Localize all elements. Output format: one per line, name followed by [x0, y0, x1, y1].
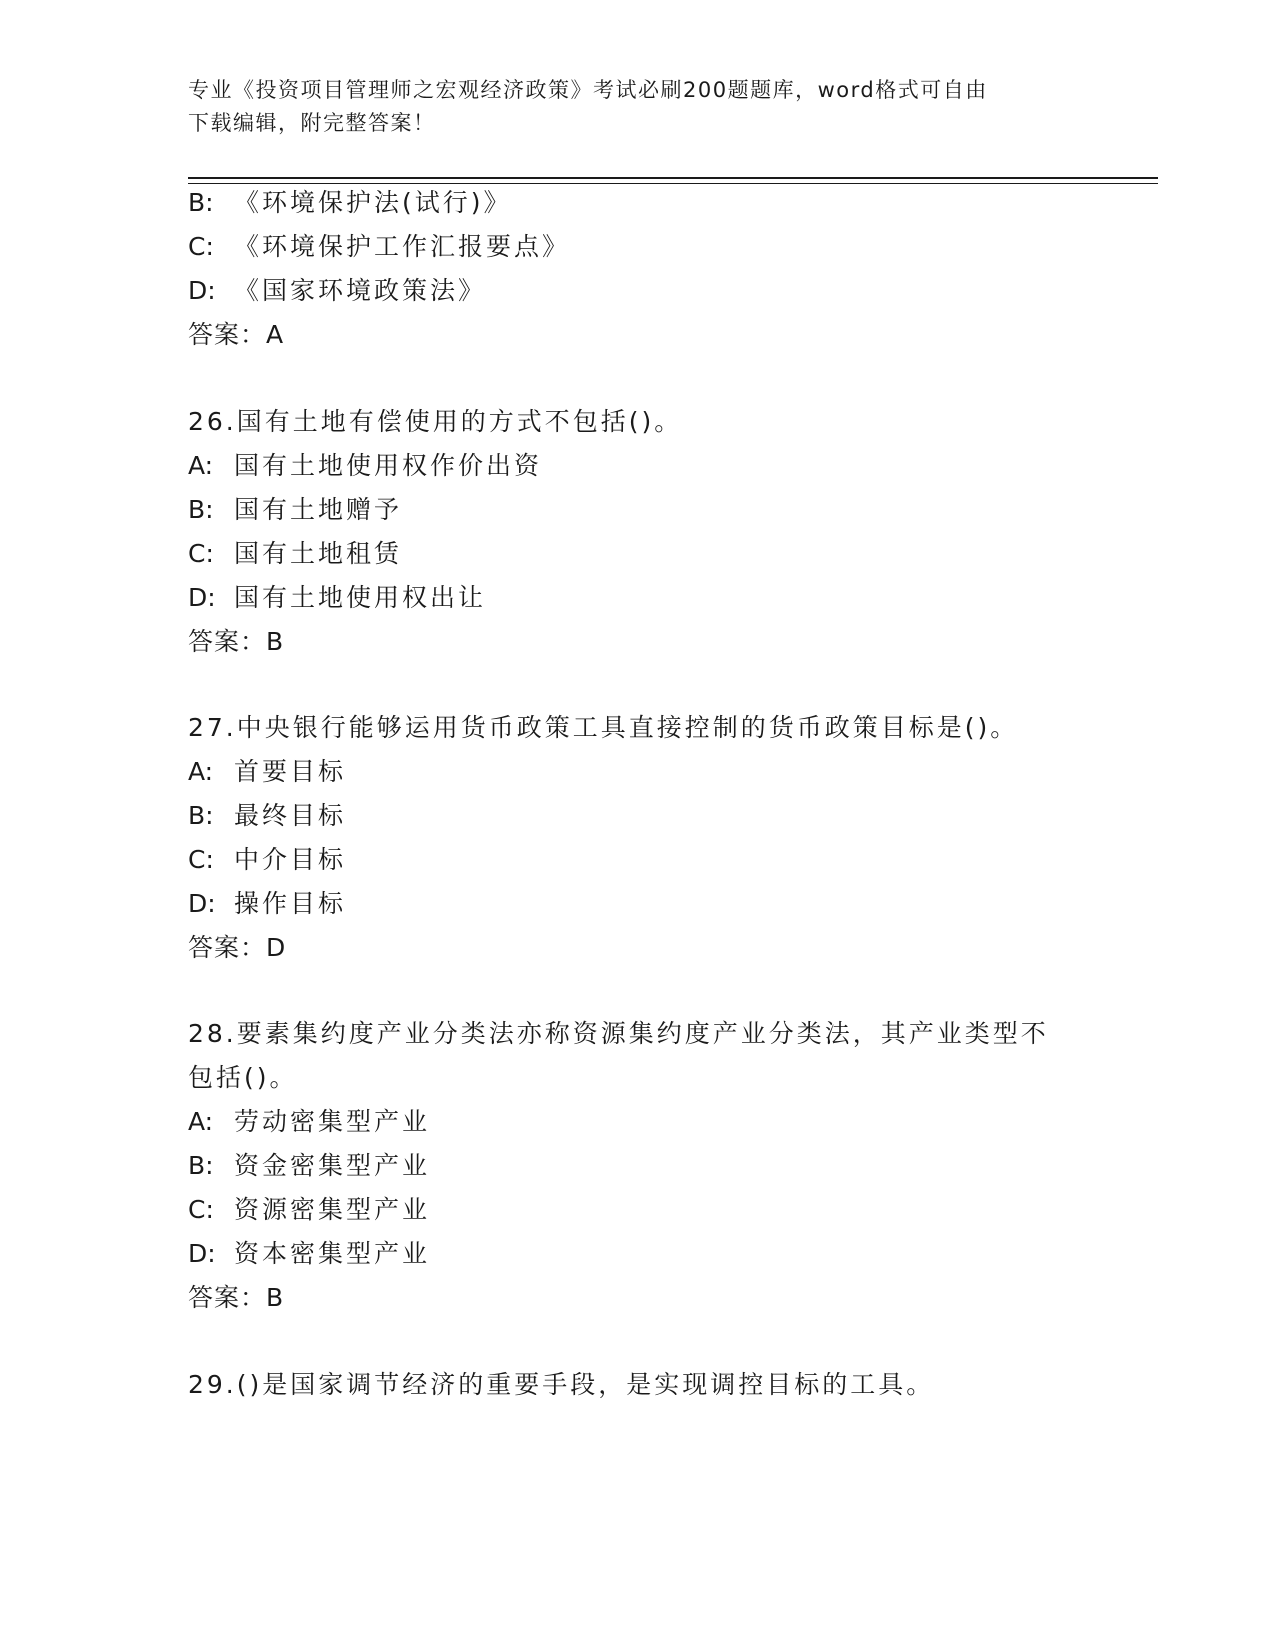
option-c	[188, 843, 346, 877]
option-text: 资源密集型产业	[234, 1195, 431, 1224]
option-key: D:	[188, 1239, 216, 1268]
header-divider-thin	[188, 183, 1158, 184]
option-key: B:	[188, 1151, 214, 1180]
option-key: C:	[188, 539, 214, 568]
option-key: A:	[188, 757, 214, 786]
option-key: D:	[188, 889, 216, 918]
option-d	[188, 274, 486, 308]
option-b	[188, 1149, 430, 1183]
option-text: 首要目标	[234, 757, 347, 786]
option-key: A:	[188, 451, 214, 480]
option-c	[188, 537, 402, 571]
option-text: 《国家环境政策法》	[234, 276, 487, 305]
option-b	[188, 186, 512, 220]
option-a	[188, 1105, 430, 1139]
option-key: B:	[188, 801, 214, 830]
option-text: 国有土地使用权作价出资	[234, 451, 543, 480]
answer-line: 答案：B	[188, 627, 285, 656]
answer-line: 答案：D	[188, 933, 287, 962]
option-text: 中介目标	[234, 845, 347, 874]
option-key: C:	[188, 232, 214, 261]
option-c	[188, 1193, 430, 1227]
option-key: D:	[188, 276, 216, 305]
header-line-1: 专业《投资项目管理师之宏观经济政策》考试必刷200题题库，word格式可自由	[188, 78, 988, 102]
option-key: A:	[188, 1107, 214, 1136]
answer-line: 答案：A	[188, 320, 285, 349]
option-key: C:	[188, 1195, 214, 1224]
document-header	[188, 74, 1088, 140]
option-b	[188, 799, 346, 833]
header-line-2: 下载编辑，附完整答案！	[188, 111, 436, 135]
header-divider-thick	[188, 177, 1158, 179]
option-d	[188, 581, 486, 615]
question-stem-line-2: 包括()。	[188, 1063, 298, 1092]
option-a	[188, 449, 542, 483]
answer-line: 答案：B	[188, 1283, 285, 1312]
option-text: 国有土地赠予	[234, 495, 403, 524]
option-text: 操作目标	[234, 889, 347, 918]
option-d	[188, 1237, 430, 1271]
option-text: 资本密集型产业	[234, 1239, 431, 1268]
option-text: 资金密集型产业	[234, 1151, 431, 1180]
option-a	[188, 755, 346, 789]
option-key: B:	[188, 188, 214, 217]
question-stem: 26.国有土地有偿使用的方式不包括()。	[188, 407, 683, 436]
option-key: C:	[188, 845, 214, 874]
option-text: 《环境保护工作汇报要点》	[234, 232, 571, 261]
option-text: 最终目标	[234, 801, 347, 830]
option-d	[188, 887, 346, 921]
option-text: 国有土地使用权出让	[234, 583, 487, 612]
question-stem: 29.()是国家调节经济的重要手段，是实现调控目标的工具。	[188, 1370, 935, 1399]
question-stem-line-1: 28.要素集约度产业分类法亦称资源集约度产业分类法，其产业类型不	[188, 1019, 1049, 1048]
option-b	[188, 493, 402, 527]
option-text: 国有土地租赁	[234, 539, 403, 568]
option-c	[188, 230, 570, 264]
option-key: D:	[188, 583, 216, 612]
option-text: 劳动密集型产业	[234, 1107, 431, 1136]
question-stem: 27.中央银行能够运用货币政策工具直接控制的货币政策目标是()。	[188, 713, 1019, 742]
option-key: B:	[188, 495, 214, 524]
option-text: 《环境保护法(试行)》	[234, 188, 512, 217]
